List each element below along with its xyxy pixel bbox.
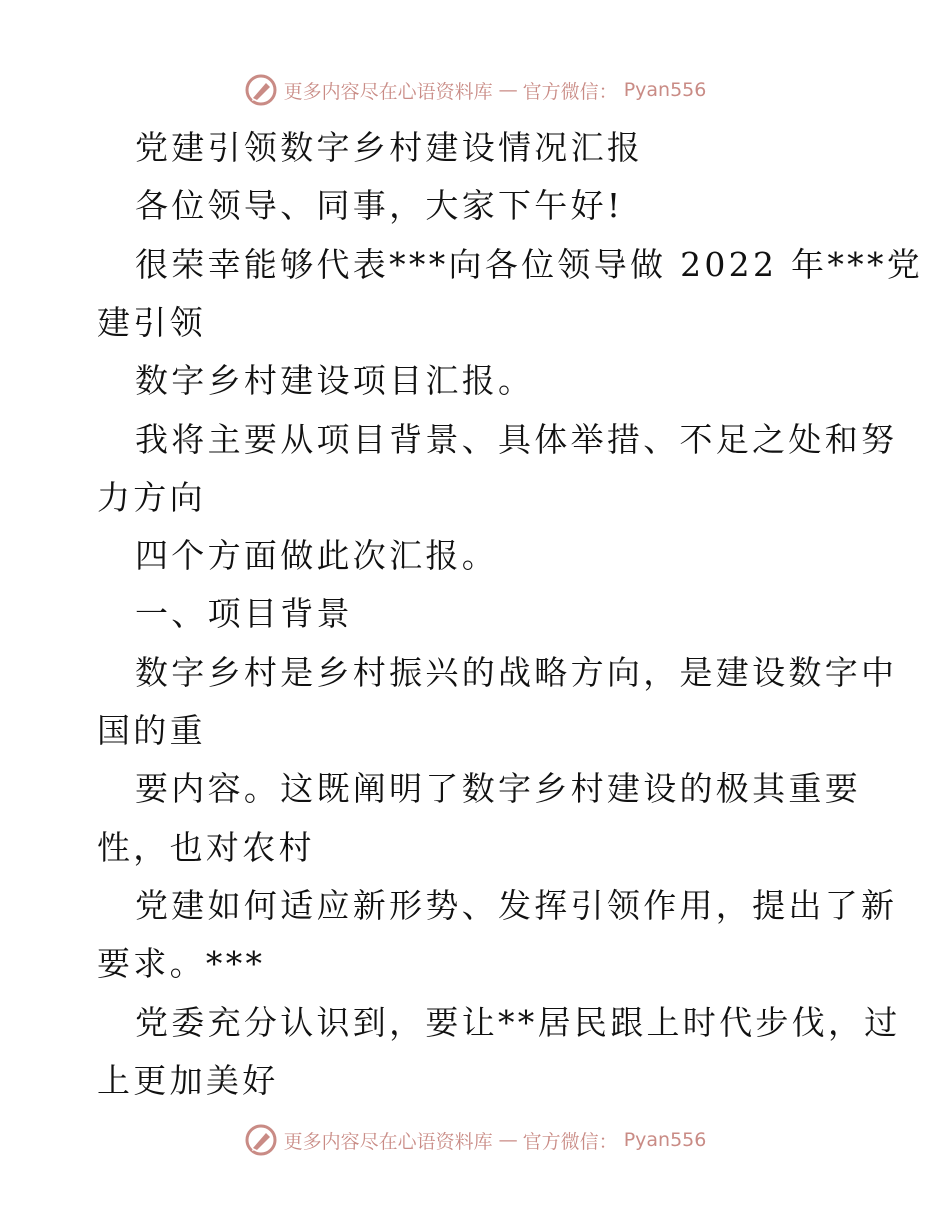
watermark-account: Pyan556: [623, 79, 707, 101]
text-line: 很荣幸能够代表***向各位领导做 2022 年***党: [135, 245, 924, 284]
watermark-separator: —: [498, 1129, 517, 1151]
pen-logo-icon: [244, 1123, 278, 1157]
text-line: 数字乡村建设项目汇报。: [135, 361, 535, 400]
text-line: 党委充分认识到，要让**居民跟上时代步伐，过: [135, 1003, 901, 1042]
watermark-text: 更多内容尽在心语资料库: [283, 80, 493, 103]
watermark-official-label: 官方微信：: [522, 1130, 618, 1153]
text-line: 四个方面做此次汇报。: [135, 536, 498, 575]
text-line: 国的重: [97, 711, 206, 750]
text-line: 各位领导、同事，大家下午好!: [135, 186, 624, 225]
text-line: 党建如何适应新形势、发挥引领作用，提出了新: [135, 886, 898, 925]
text-line: 数字乡村是乡村振兴的战略方向，是建设数字中: [135, 653, 898, 692]
watermark-separator: —: [498, 79, 517, 101]
footer-watermark: [0, 1120, 950, 1160]
watermark-official-label: 官方微信：: [522, 80, 618, 103]
text-line: 要内容。这既阐明了数字乡村建设的极其重要: [135, 769, 861, 808]
document-title: 党建引领数字乡村建设情况汇报: [135, 128, 644, 167]
section-heading: 一、项目背景: [135, 594, 353, 633]
text-line: 性，也对农村: [97, 828, 315, 867]
text-line: 上更加美好: [97, 1061, 279, 1100]
watermark-text: 更多内容尽在心语资料库: [283, 1130, 493, 1153]
text-line: 要求。***: [97, 944, 266, 983]
watermark-account: Pyan556: [623, 1129, 707, 1151]
text-line: 力方向: [97, 478, 206, 517]
text-line: 我将主要从项目背景、具体举措、不足之处和努: [135, 420, 898, 459]
text-line: 建引领: [97, 303, 206, 342]
